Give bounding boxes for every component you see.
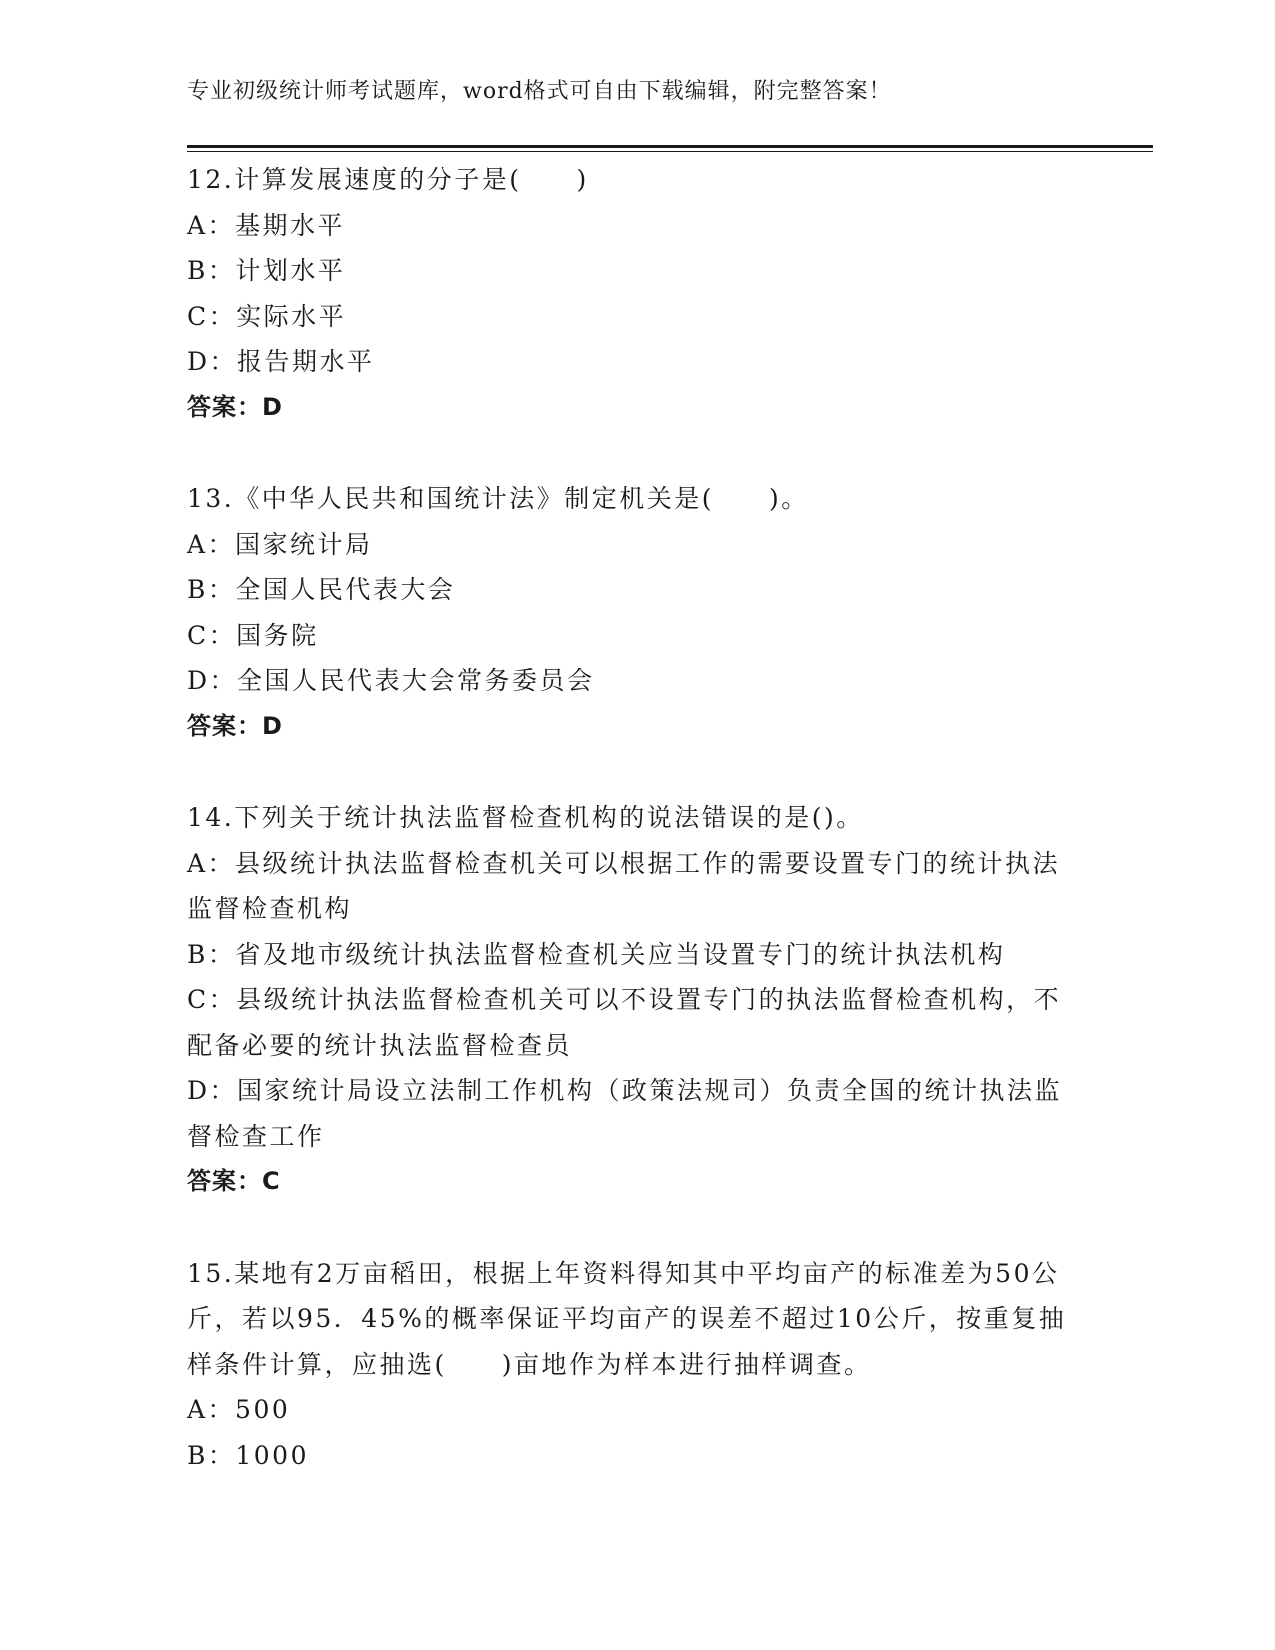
option-c: C：实际水平 bbox=[187, 301, 347, 331]
question-stem: 15.某地有2万亩稻田，根据上年资料得知其中平均亩产的标准差为50公斤，若以95．45%的概率保证平均亩产的误差不超过10公斤，按重复抽样条件计算，应抽选( )亩地作为样本进行抽样调查。 bbox=[187, 1258, 1067, 1379]
option-a: A：500 bbox=[187, 1395, 291, 1424]
option-a: A：基期水平 bbox=[187, 210, 346, 240]
option-c: C：县级统计执法监督检查机关可以不设置专门的执法监督检查机构，不配备必要的统计执法监督检查员 bbox=[187, 985, 1062, 1060]
option-b: B：计划水平 bbox=[187, 256, 346, 285]
question-12 bbox=[187, 157, 1087, 430]
option-b: B：1000 bbox=[187, 1440, 309, 1470]
option-d: D：国家统计局设立法制工作机构（政策法规司）负责全国的统计执法监督检查工作 bbox=[187, 1076, 1063, 1151]
question-stem: 12.计算发展速度的分子是( ) bbox=[187, 165, 589, 194]
question-13 bbox=[187, 476, 1087, 749]
option-b: B：省及地市级统计执法监督检查机关应当设置专门的统计执法机构 bbox=[187, 939, 1006, 969]
option-b: B：全国人民代表大会 bbox=[187, 575, 456, 604]
option-d: D：全国人民代表大会常务委员会 bbox=[187, 666, 595, 695]
question-stem: 14.下列关于统计执法监督检查机构的说法错误的是()。 bbox=[187, 803, 864, 832]
option-c: C：国务院 bbox=[187, 620, 319, 650]
header-rule-thick bbox=[187, 145, 1153, 148]
answer: 答案：C bbox=[187, 1167, 281, 1195]
question-14 bbox=[187, 795, 1087, 1205]
option-a: A：县级统计执法监督检查机关可以根据工作的需要设置专门的统计执法监督检查机构 bbox=[187, 848, 1061, 923]
answer: 答案：D bbox=[187, 392, 283, 421]
question-15 bbox=[187, 1251, 1087, 1479]
page-header: 专业初级统计师考试题库，word格式可自由下载编辑，附完整答案！ bbox=[187, 79, 892, 104]
option-d: D：报告期水平 bbox=[187, 347, 375, 376]
header-rule-thin bbox=[187, 151, 1153, 152]
answer: 答案：D bbox=[187, 711, 283, 740]
question-list bbox=[187, 157, 1087, 1524]
question-stem: 13.《中华人民共和国统计法》制定机关是( )。 bbox=[187, 484, 809, 513]
option-a: A：国家统计局 bbox=[187, 529, 373, 559]
